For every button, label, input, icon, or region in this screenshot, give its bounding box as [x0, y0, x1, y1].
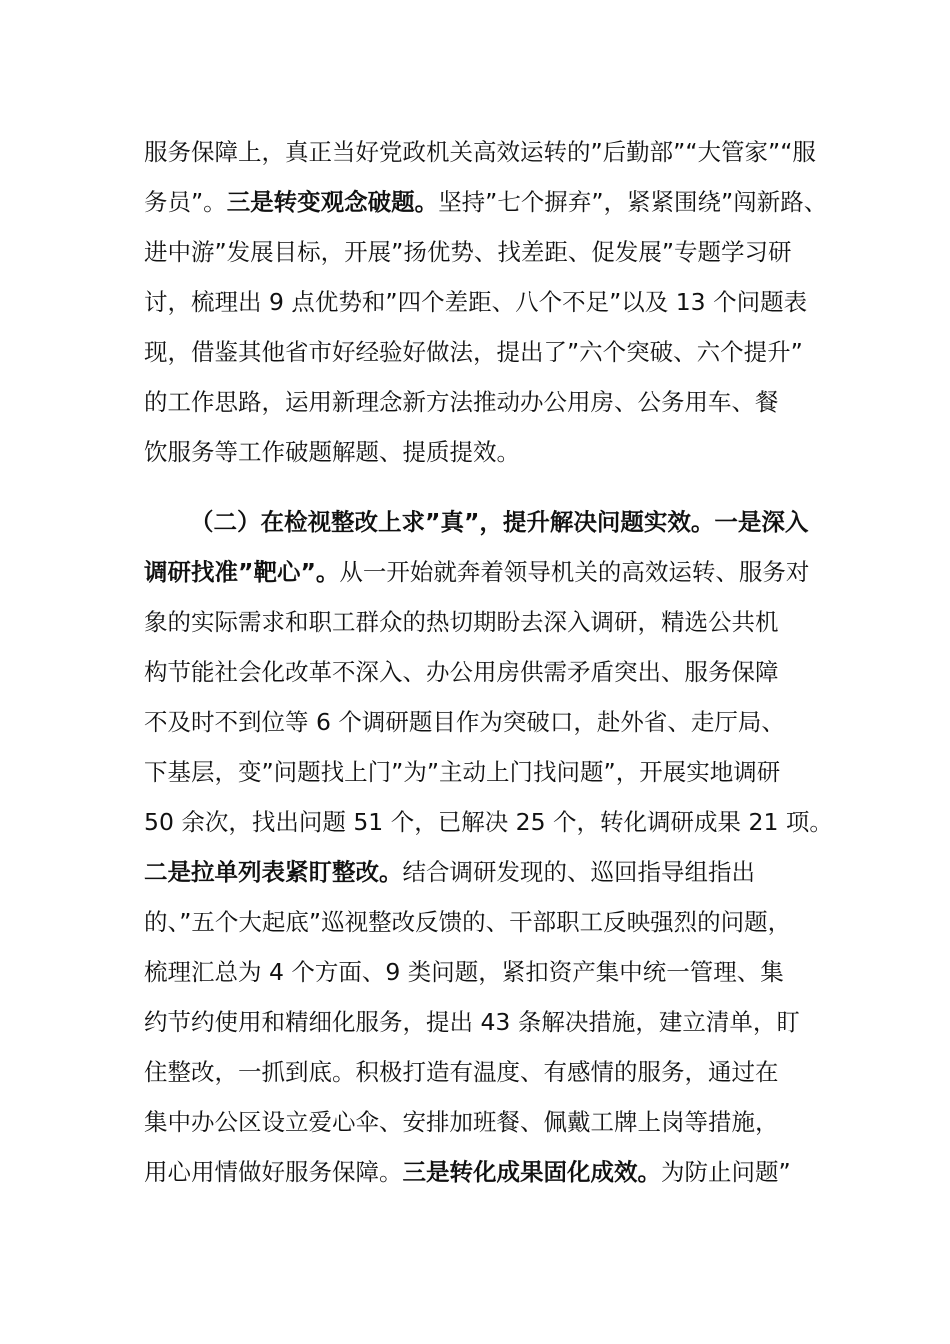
text-line [144, 437, 520, 467]
text-run: 不及时不到位等 6 个调研题目作为突破口，赴外省、走厅局、 [144, 708, 785, 736]
text-run: 服务保障上，真正当好党政机关高效运转的”后勤部”“大管家”“服 [144, 138, 816, 166]
text-run: 住整改，一抓到底。积极打造有温度、有感情的服务，通过在 [144, 1058, 779, 1086]
text-line [144, 1057, 779, 1087]
text-run: 进中游”发展目标，开展”扬优势、找差距、促发展”专题学习研 [144, 238, 792, 266]
text-line [144, 1157, 791, 1187]
text-run: 象的实际需求和职工群众的热切期盼去深入调研，精选公共机 [144, 608, 779, 636]
text-line [144, 187, 827, 217]
text-run: 用心用情做好服务保障。 [144, 1158, 403, 1186]
text-run: 坚持”七个摒弃”，紧紧围绕”闯新路、 [438, 188, 828, 216]
text-line [144, 557, 809, 587]
text-line [144, 657, 779, 687]
text-run: 结合调研发现的、巡回指导组指出 [402, 858, 755, 886]
text-run: 梳理汇总为 4 个方面、9 类问题，紧扣资产集中统一管理、集 [144, 958, 784, 986]
section-heading-line [190, 507, 808, 537]
text-line [144, 237, 792, 267]
text-run: 下基层，变”问题找上门”为”主动上门找问题”，开展实地调研 [144, 758, 781, 786]
text-line [144, 807, 833, 837]
text-run: 的工作思路，运用新理念新方法推动办公用房、公务用车、餐 [144, 388, 779, 416]
bold-text-run: 二是拉单列表紧盯整改。 [144, 858, 403, 886]
text-line [144, 337, 803, 367]
text-line [144, 707, 785, 737]
text-line [144, 607, 779, 637]
text-run: 为防止问题” [661, 1158, 791, 1186]
text-run: 约节约使用和精细化服务，提出 43 条解决措施，建立清单，盯 [144, 1008, 800, 1036]
text-run: 集中办公区设立爱心伞、安排加班餐、佩戴工牌上岗等措施， [144, 1108, 779, 1136]
text-run: 构节能社会化改革不深入、办公用房供需矛盾突出、服务保障 [144, 658, 779, 686]
text-line [144, 757, 780, 787]
text-run: 50 余次，找出问题 51 个，已解决 25 个，转化调研成果 21 项。 [144, 808, 833, 836]
text-run: 现，借鉴其他省市好经验好做法，提出了”六个突破、六个提升” [144, 338, 803, 366]
text-line [144, 857, 755, 887]
text-run: 的、”五个大起底”巡视整改反馈的、干部职工反映强烈的问题， [144, 908, 792, 936]
text-run: 从一开始就奔着领导机关的高效运转、服务对 [339, 558, 810, 586]
text-run: 务员”。 [144, 188, 227, 216]
text-line [144, 387, 779, 417]
bold-text-run: 调研找准”靶心”。 [144, 558, 340, 586]
bold-text-run: 三是转化成果固化成效。 [402, 1158, 661, 1186]
text-line [144, 957, 784, 987]
bold-text-run: （二）在检视整改上求”真”，提升解决问题实效。一是深入 [190, 508, 809, 536]
text-line [144, 1007, 800, 1037]
text-line [144, 137, 816, 167]
bold-text-run: 三是转变观念破题。 [226, 188, 439, 216]
text-line [144, 287, 807, 317]
text-line [144, 907, 791, 937]
text-run: 饮服务等工作破题解题、提质提效。 [144, 438, 520, 466]
text-run: 讨，梳理出 9 点优势和”四个差距、八个不足”以及 13 个问题表 [144, 288, 808, 316]
text-line [144, 1107, 779, 1137]
